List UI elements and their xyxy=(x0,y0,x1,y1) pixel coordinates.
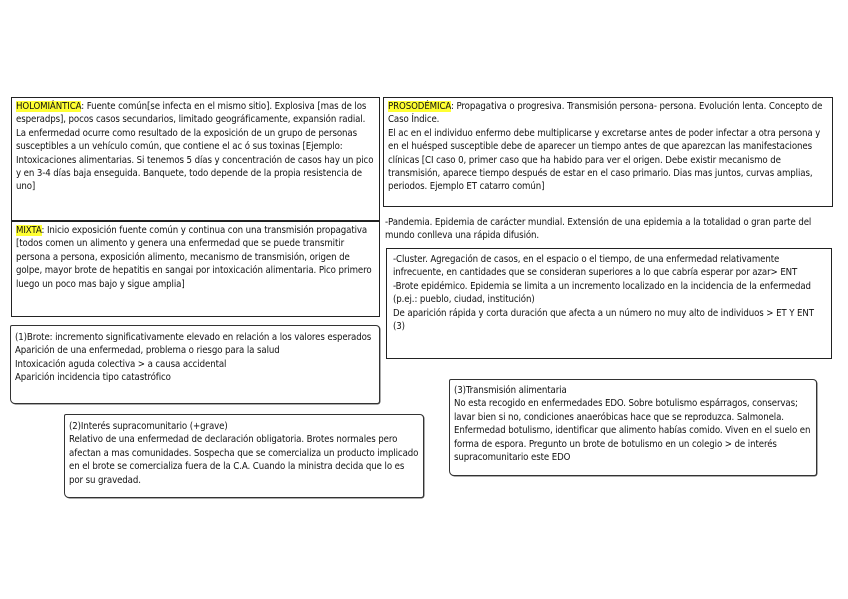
cluster-text-1: -Cluster. Agregación de casos, en el espacio o el tiempo, de una enfermedad relativamente infrecuente, en cantidades que se consideran superiores a lo que cabría esperar por azar> ENT xyxy=(393,254,798,279)
transmision-title: (3)Transmisión alimentaria xyxy=(454,385,567,396)
mixta-term: MIXTA xyxy=(16,225,42,236)
brote-line-2: Aparición de una enfermedad, problema o riesgo para la salud xyxy=(15,345,280,357)
pandemia-text: -Pandemia. Epidemia de carácter mundial. Extensión de una epidemia a la totalidad o gran parte del mundo conlleva una rápida difusión. xyxy=(382,214,834,246)
brote-line-1: (1)Brote: incremento significativamente elevado en relación a los valores esperados xyxy=(15,332,372,343)
holomiantica-term: HOLOMIÁNTICA xyxy=(16,101,82,112)
interes-box xyxy=(64,414,424,498)
mixta-box xyxy=(11,221,380,317)
interes-title: (2)Interés supracomunitario (+grave) xyxy=(69,421,228,432)
prosodemica-text2: El ac en el individuo enfermo debe multiplicarse y excretarse antes de poder infectar a otra persona y en el huésped susceptible debe de aparecer un tiempo antes de que aparezcan las manifestaciones clínicas [CI caso 0, primer caso que ha habido para ver el origen. Debe existir mecanismo de transmisión, aparece tiempo después de estar en el caso primario. Dias mas juntos, curvas amplias, periodos. Ejemplo ET catarro común] xyxy=(388,127,821,193)
transmision-text: No esta recogido en enfermedades EDO. Sobre botulismo espárragos, conservas; lavar bien si no, condiciones anaeróbicas hace que se reproduzca. Salmonela. Enfermedad botulismo, identificar que alimento habías comido. Viven en el suelo en forma de espora. Pregunto un brote de botulismo en un colegio > de interés supracomunitario este EDO xyxy=(454,398,811,464)
brote-box xyxy=(10,325,380,404)
prosodemica-text: : Propagativa o progresiva. Transmisión persona- persona. Evolución lenta. Concepto de Caso Índice. xyxy=(388,101,823,126)
brote-line-4: Aparición incidencia tipo catastrófico xyxy=(15,372,171,384)
prosodemica-term: PROSODÉMICA xyxy=(388,101,452,112)
prosodemica-box xyxy=(383,97,833,207)
interes-text: Relativo de una enfermedad de declaración obligatoria. Brotes normales pero afectan a mas comunidades. Sospecha que se comercializa un producto implicado en el brote se comercializa fuera de la C.A. Cuando la ministra decida que lo es por su gravedad. xyxy=(69,434,419,486)
cluster-text-3: De aparición rápida y corta duración que afecta a un número no muy alto de individuos > ET Y ENT (3) xyxy=(393,307,814,333)
brote-line-3: Intoxicación aguda colectiva > a causa accidental xyxy=(15,358,227,370)
mixta-text: : Inicio exposición fuente común y continua con una transmisión propagativa [todos comen un alimento y genera una enfermedad que se puede transmitir persona a persona, exposición alimento, mecanismo de transmisión, origen de golpe, mayor brote de hepatitis en sangai por intoxicación alimentaria. Pico primero luego un poco mas bajo y sigue amplia] xyxy=(16,225,372,290)
holomiantica-text: : Fuente común[se infecta en el mismo sitio]. Explosiva [mas de los esperadps], pocos casos secundarios, limitado geográficamente, expansión radial. La enfermedad ocurre como resultado de la exposición de un grupo de personas susceptibles a un vehículo común, que contiene el ac ó sus toxinas [Ejemplo: Intoxicaciones alimentarias. Si tenemos 5 días y concentración de casos hay un pico y en 3-4 días baja enseguida. Banquete, todo depende de la propia resistencia de uno] xyxy=(16,101,374,193)
holomiantica-box xyxy=(11,97,380,221)
transmision-box xyxy=(449,379,817,476)
cluster-box xyxy=(386,248,832,359)
cluster-text-2: -Brote epidémico. Epidemia se limita a un incremento localizado en la incidencia de la enfermedad (p.ej.: pueblo, ciudad, institución) xyxy=(393,280,811,306)
